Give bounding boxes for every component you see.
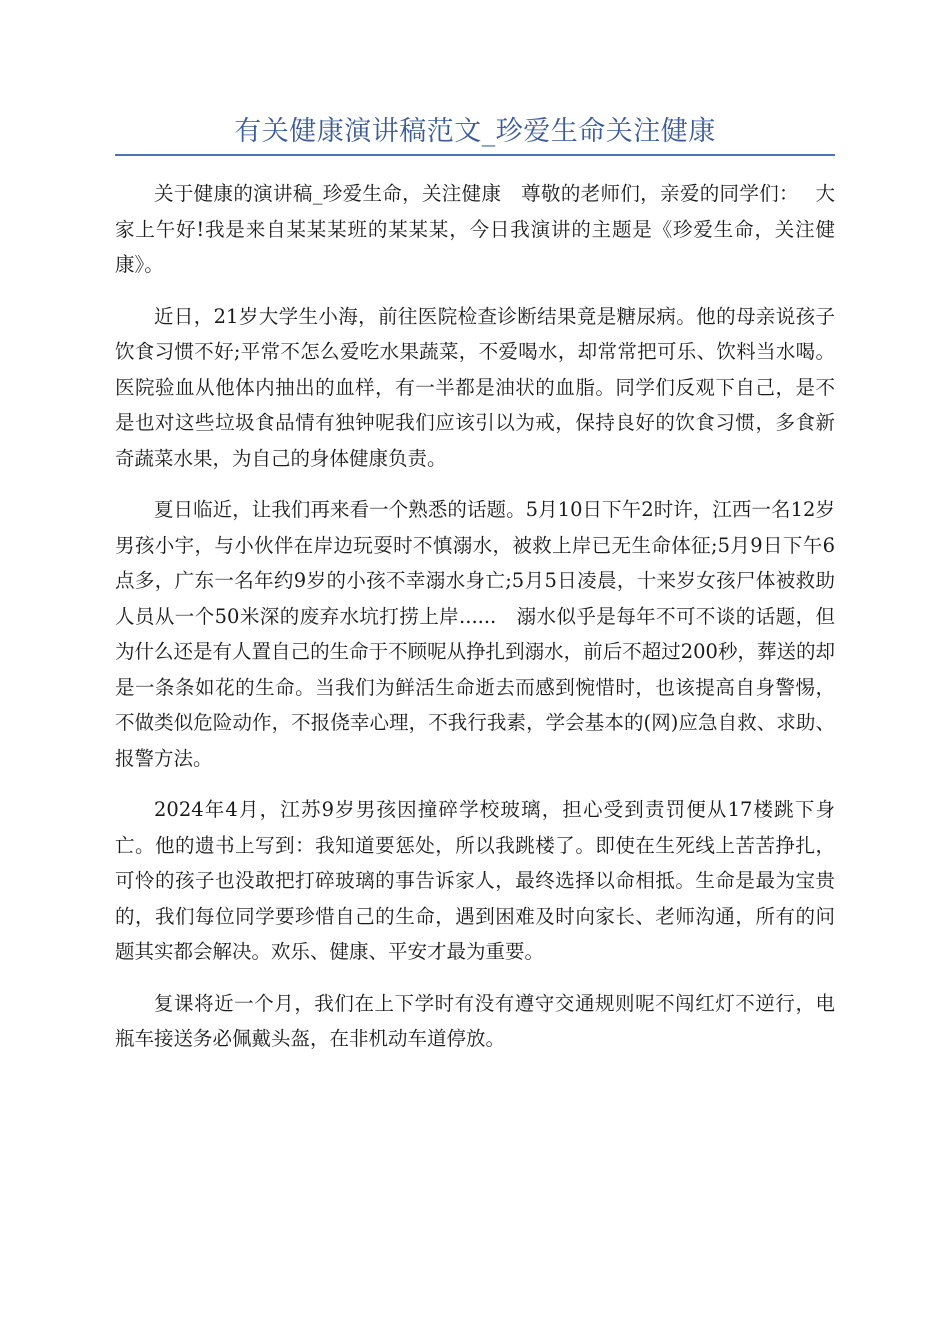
paragraph-3: 夏日临近，让我们再来看一个熟悉的话题。5月10日下午2时许，江西一名12岁男孩小宇，与小伙伴在岸边玩耍时不慎溺水，被救上岸已无生命体征;5月9日下午6点多，广东一名年约9岁的小孩不幸溺水身亡;5月5日凌晨，十来岁女孩尸体被救助人员从一个50米深的废弃水坑打捞上岸...... 溺水似乎是每年不可不谈的话题，但为什么还是有人置自己的生命于不顾呢从挣扎到溺水，前后不超过200秒，葬送的却是一条条如花的生命。当我们为鲜活生命逝去而感到惋惜时，也该提高自身警惕，不做类似危险动作，不报侥幸心理，不我行我素，学会基本的(网)应急自救、求助、报警方法。 <box>115 498 835 770</box>
paragraph-4: 2024年4月，江苏9岁男孩因撞碎学校玻璃，担心受到责罚便从17楼跳下身亡。他的遗书上写到：我知道要惩处，所以我跳楼了。即使在生死线上苦苦挣扎，可怜的孩子也没敢把打碎玻璃的事告诉家人，最终选择以命相抵。生命是最为宝贵的，我们每位同学要珍惜自己的生命，遇到困难及时向家长、老师沟通，所有的问题其实都会解决。欢乐、健康、平安才最为重要。 <box>115 798 835 963</box>
paragraph-2: 近日，21岁大学生小海，前往医院检查诊断结果竟是糖尿病。他的母亲说孩子饮食习惯不好;平常不怎么爱吃水果蔬菜，不爱喝水，却常常把可乐、饮料当水喝。医院验血从他体内抽出的血样，有一半都是油状的血脂。同学们反观下自己，是不是也对这些垃圾食品情有独钟呢我们应该引以为戒，保持良好的饮食习惯，多食新奇蔬菜水果，为自己的身体健康负责。 <box>115 304 835 470</box>
document-body <box>115 176 835 1057</box>
paragraph-1: 关于健康的演讲稿_珍爱生命，关注健康 尊敬的老师们，亲爱的同学们： 大家上午好!我是来自某某某班的某某某，今日我演讲的主题是《珍爱生命，关注健康》。 <box>115 182 835 276</box>
document-title: 有关健康演讲稿范文_珍爱生命关注健康 <box>115 112 835 156</box>
paragraph-5: 复课将近一个月，我们在上下学时有没有遵守交通规则呢不闯红灯不逆行，电瓶车接送务必佩戴头盔，在非机动车道停放。 <box>115 991 835 1050</box>
document-page <box>115 0 835 1073</box>
